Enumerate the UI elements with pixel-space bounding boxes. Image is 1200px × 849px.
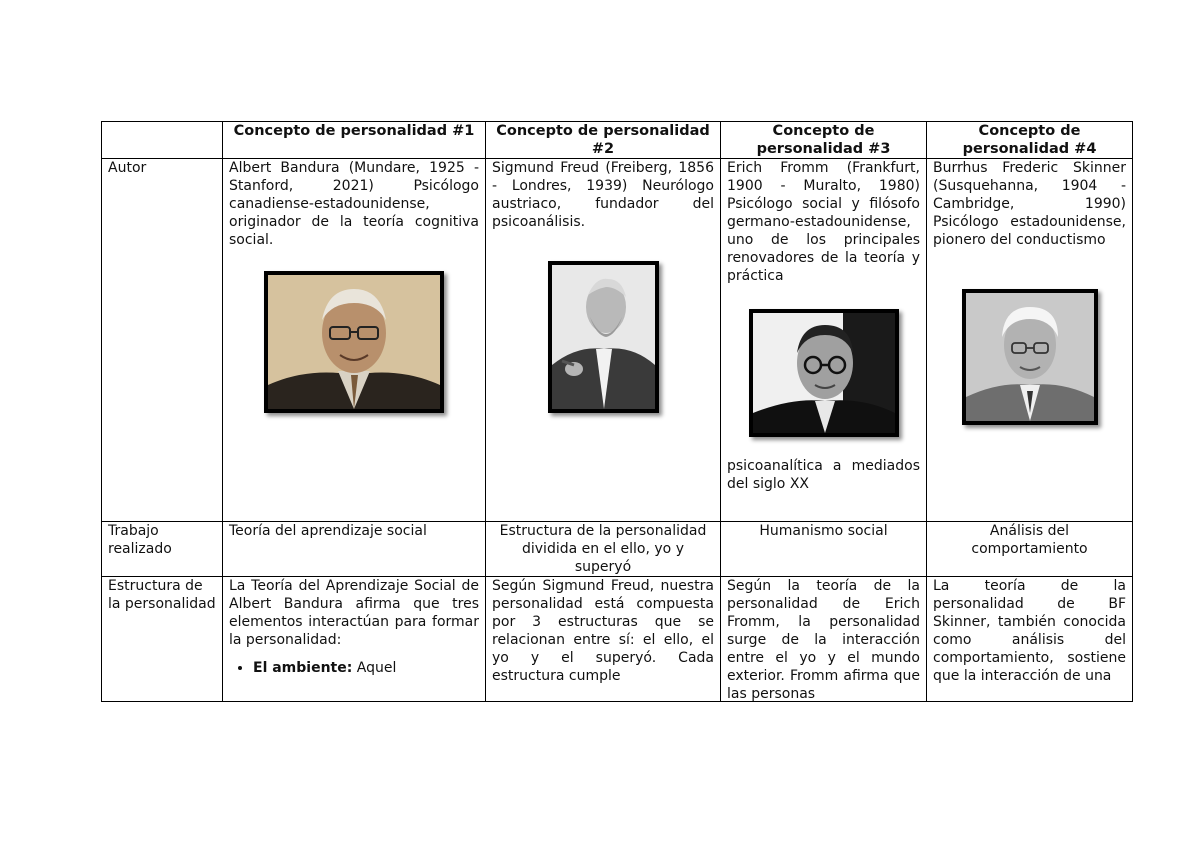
- estructura-text-2: Según Sigmund Freud, nuestra personalidad está compuesta por 3 estructuras que se relacionan entre sí: el ello, el yo y el superyó. Cada estructura cumple: [492, 578, 714, 684]
- table-row-autor: [102, 159, 1133, 522]
- estructura-text-3: Según la teoría de la personalidad de Erich Fromm, la personalidad surge de la interacción entre el yo y el mundo exterior. Fromm afirma que las personas: [727, 578, 920, 701]
- table-row-estructura: [102, 577, 1133, 702]
- header-concepto-3: Concepto de personalidad #3: [721, 122, 927, 159]
- estructura-cell-2: [486, 577, 721, 702]
- autor-text-2: Sigmund Freud (Freiberg, 1856 - Londres, 1939) Neurólogo austriaco, fundador del psicoanálisis.: [492, 160, 714, 230]
- row-label-autor: Autor: [102, 159, 223, 522]
- estructura-wrap-1: [229, 577, 479, 701]
- list-item: [253, 659, 479, 677]
- header-concepto-2: Concepto de personalidad #2: [486, 122, 721, 159]
- table-header-row: [102, 122, 1133, 159]
- portrait-freud: [548, 261, 659, 413]
- row-label-estructura: Estructura de la personalidad: [102, 577, 223, 702]
- estructura-cell-3: [721, 577, 927, 702]
- portrait-skinner: [962, 289, 1098, 425]
- bullet-text: Aquel: [356, 660, 397, 676]
- personality-comparison-table: [101, 121, 1133, 702]
- autor-text-4: Burrhus Frederic Skinner (Susquehanna, 1904 - Cambridge, 1990) Psicólogo estadounidense, pionero del conductismo: [933, 160, 1126, 248]
- autor-cell-2: [486, 159, 721, 522]
- header-concepto-4: Concepto de personalidad #4: [927, 122, 1133, 159]
- trabajo-cell-1: Teoría del aprendizaje social: [223, 522, 486, 577]
- trabajo-cell-2: Estructura de la personalidad dividida en el ello, yo y superyó: [486, 522, 721, 577]
- row-label-trabajo: Trabajo realizado: [102, 522, 223, 577]
- autor-text-3-continued: psicoanalítica a mediados del siglo XX: [727, 458, 920, 492]
- autor-text-3: Erich Fromm (Frankfurt, 1900 - Muralto, 1980) Psicólogo social y filósofo germano-estadounidense, uno de los principales renovadores de la teoría y práctica: [727, 160, 920, 284]
- estructura-text-1: La Teoría del Aprendizaje Social de Albert Bandura afirma que tres elementos interactúan para formar la personalidad:: [229, 578, 479, 648]
- autor-cell-4: [927, 159, 1133, 522]
- trabajo-cell-4: Análisis del comportamiento: [927, 522, 1133, 577]
- estructura-bullet-list: [229, 659, 479, 677]
- portrait-bandura: [264, 271, 444, 413]
- estructura-cell-1: [223, 577, 486, 702]
- estructura-cell-4: [927, 577, 1133, 702]
- header-concepto-1: Concepto de personalidad #1: [223, 122, 486, 159]
- estructura-text-4: La teoría de la personalidad de BF Skinner, también conocida como análisis del comportamiento, sostiene que la interacción de una: [933, 578, 1126, 684]
- autor-cell-1: [223, 159, 486, 522]
- bullet-term: El ambiente:: [253, 660, 353, 676]
- autor-cell-3: [721, 159, 927, 522]
- table-row-trabajo: [102, 522, 1133, 577]
- portrait-fromm: [749, 309, 899, 437]
- header-empty-cell: [102, 122, 223, 159]
- autor-text-1: Albert Bandura (Mundare, 1925 - Stanford, 2021) Psicólogo canadiense-estadounidense, originador de la teoría cognitiva social.: [229, 160, 479, 248]
- trabajo-cell-3: Humanismo social: [721, 522, 927, 577]
